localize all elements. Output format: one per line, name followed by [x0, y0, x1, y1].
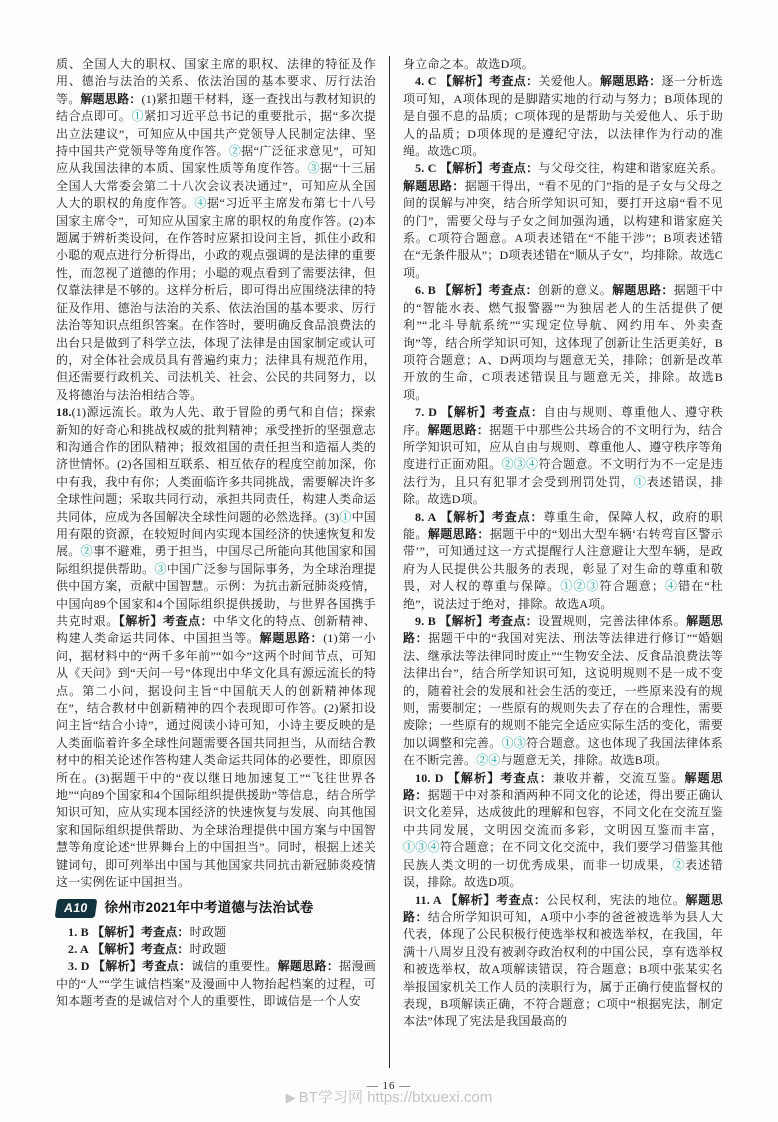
answer-number: 5. C [415, 161, 437, 176]
watermark-logo-icon: ▶ [285, 1090, 296, 1105]
left-column [56, 56, 376, 1011]
answer-item-6 [403, 282, 723, 404]
section-title: 徐州市2021年中考道德与法治试卷 [104, 900, 314, 916]
answer-number: 8. A [415, 509, 437, 524]
answer-topic: 创新的意义。 [538, 283, 613, 298]
answer-body: 据题干中那些公共场合的不文明行为，结合所学知识可知，应从自由与规则、尊重他人、遵守秩序等角度进行正面劝阻。②③④符合题意。不文明行为不一定是违法行为，且只有犯罪才会受到刑罚处罚，①表述错误，排除。故选D项。 [403, 422, 723, 507]
analysis-label: 【解析】考查点： [445, 892, 547, 907]
answer-body: 据题干中的“智能水表、燃气报警器”“为独居老人的生活提供了便利”“北斗导航系统”“实现定位导航、网约用车、外卖查询”等，结合所学知识可知，这体现了创新让生活更美好，B项符合题意；A、D两项均与题意无关，排除；创新是改革开放的生命，C项表述错误且与题意无关，排除。故选B项。 [403, 283, 723, 402]
answer-number: 7. D [415, 405, 438, 420]
answer-body: 据题干中的“我国对宪法、刑法等法律进行修订”“婚姻法、继承法等法律同时废止”“生物安全法、反食品浪费法等法律出台”，结合所学知识可知，这说明规则不是一成不变的，随着社会的发展和社会生活的变迁，一些原来没有的规则，需要制定；一些原有的规则失去了存在的合理性，需要废除；一些原有的规则不能完全适应实际生活的变化，需要加以调整和完善。①③符合题意。这也体现了我国法律体系在不断完善。②④与题意无关，排除。故选B项。 [403, 631, 723, 768]
answer-topic: 诚信的重要性。 [191, 959, 278, 974]
section-badge: A10 [55, 899, 97, 918]
analysis-label: 【解析】考查点： [439, 161, 539, 176]
answer-item-9 [403, 613, 723, 770]
answer-18 [56, 404, 376, 891]
answer-item-11 [403, 892, 723, 1031]
thought-label: 解题思路： [612, 283, 674, 298]
analysis-label: 【解析】考查点： [439, 74, 539, 89]
thought-label: 解题思路： [403, 770, 723, 803]
answer-body: 结合所学知识可知，A项中小李的爸爸被选举为县人大代表，体现了公民积极行使选举权和被选举权，在我国，年满十八周岁且没有被剥夺政治权利的中国公民，享有选举权和被选举权，故A项解读错误，符合题意；B项中张某实名举报国家机关工作人员的渎职行为，属于正确行使监督权的表现，B项解读正确，不符合题意；C项中“根据宪法，制定本法”体现了宪法是我国最高的 [403, 909, 723, 1029]
answer-item-4 [403, 73, 723, 160]
thought-label: 解题思路： [80, 91, 142, 106]
analysis-label: 【解析】考查点： [92, 924, 190, 939]
answer-18-body: (1)第一小问，据材料中的“两千多年前”“如今”这两个时间节点，可知从《天问》到“天问一号”体现出中华文化具有源远流长的特点。第二小问，据设问主旨“中国航天人的创新精神体现在”，结合教材中创新精神的四个表现即可作答。(2)紧扣设问主旨“结合小诗”，通过阅读小诗可知，小诗主要反映的是人类面临着许多全球性问题需要各国共同担当，从而结合教材中的相关论述作答构建人类命运共同体的必要性，即原因所在。(3)据题干中的“夜以继日地加速复工”“飞往世界各地”“向89个国家和4个国际组织提供援助”等信息，结合所学知识可知，应从实现本国经济的快速恢复与发展、向其他国家和国际组织提供帮助、为全球治理提供中国方案与中国智慧等角度论述“世界舞台上的中国担当”。同时，根据上述关键词句，即可列举出中国与其他国家共同抗击新冠肺炎疫情这一实例佐证中国担当。 [56, 631, 376, 890]
right-column [403, 56, 723, 1031]
answer-item-7 [403, 404, 723, 508]
answer-topic: 时政题 [189, 941, 227, 956]
answer-body: 逐一分析选项可知，A项体现的是脚踏实地的行动与努力；B项体现的是自强不息的品质；C项体现的是帮助与关爱他人、乐于助人的品质；D项体现的是遵纪守法，以法律作为行动的准绳。故选C项。 [403, 74, 723, 159]
analysis-label: 【解析】考查点： [440, 509, 544, 524]
answer-number: 6. B [415, 283, 436, 298]
thought-label: 解题思路： [403, 614, 724, 646]
answer-body: 据题干得出，“看不见的门”指的是子女与父母之间的误解与冲突，结合所学知识可知，要打开这扇“看不见的门”，需要父母与子女之间加强沟通，以构建和谐家庭关系。C项符合题意。A项表述错在“不能干涉”；B项表述错在“无条件服从”；D项表述错在“顺从子女”，均排除。故选C项。 [403, 178, 723, 280]
answer-item-10 [403, 770, 723, 892]
answer-17-body: (1)紧扣题干材料，逐一查找出与教材知识的结合点即可。①紧扣习近平总书记的重要批示，据“多次提出立法建议”，可知应从中国共产党领导人民制定法律、坚持中国共产党领导等角度作答。②据“广泛征求意见”，可知应从我国法律的本质、国家性质等角度作答。③据“十三届全国人大常委会第二十八次会议表决通过”，可知应从全国人大的职权的角度作答。④据“习近平主席发布第七十八号国家主席令”，可知应从国家主席的职权的角度作答。(2)本题属于辨析类设问，在作答时应紧扣设问主旨，抓住小政和小聪的观点进行分析得出，小政的观点强调的是法律的重要性，而忽视了道德的作用；小聪的观点看到了需要法律，但仅靠法律是不够的。这样分析后，即可得出应围绕法律的特征及作用、德治与法治的关系、依法治国的基本要求、厉行法治等知识点组织答案。在作答时，要明确反食品浪费法的出台只是做到了科学立法，体现了法律是由国家制定或认可的，对全体社会成员具有普遍约束力；法律具有规范作用，但还需要行政机关、司法机关、社会、公民的共同努力，以及将德治与法治相结合等。 [56, 91, 377, 402]
answer-number: 11. A [415, 892, 442, 907]
answer-topic: 与父母交往，构建和谐家庭关系。 [538, 161, 724, 176]
analysis-label: 【解析】考查点： [440, 405, 544, 420]
page-number: — 16 — [366, 1080, 412, 1092]
column-divider [389, 56, 390, 1068]
answer-topic: 关爱他人。 [538, 74, 600, 89]
analysis-label: 【解析】考查点： [118, 614, 214, 628]
answer-body: 据题干中对茶和酒两种不同文化的论述，得出要正确认识文化差异，达成彼此的理解和包容，不同文化在交流互鉴中共同发展，文明因交流而多彩，文明因互鉴而丰富，①③④符合题意；在不同文化交流中，我们要学习借鉴其他民族人类文明的一切优秀成果，而非一切成果，②表述错误，排除。故选D项。 [403, 788, 724, 890]
section-header [56, 899, 376, 918]
answer-topic: 时政题 [189, 924, 227, 939]
answer-topic: 设置规则，完善法律体系。 [538, 614, 687, 628]
answer-body: 据题干中的“划出大型车辆‘右转弯盲区警示带’”，可知通过这一方式提醒行人注意避让大型车辆，是政府为人民提供公共服务的表现，彰显了对生命的尊重和敬畏，对人权的尊重与保障。①②③符合题意；④错在“杜绝”，说法过于绝对，排除。故选A项。 [403, 526, 723, 611]
answer-17-continuation [56, 56, 376, 404]
answer-topic: 自由与规则、尊重他人、遵守秩序。 [403, 405, 724, 437]
thought-label: 解题思路： [403, 178, 465, 193]
answer-topic: 尊重生命，保障人权，政府的职能。 [403, 509, 723, 541]
analysis-label: 【解析】考查点： [447, 770, 553, 785]
thought-label: 解题思路： [599, 74, 662, 89]
answer-number: 9. B [415, 614, 436, 628]
answer-body: 身立命之本。故选D项。 [403, 57, 534, 71]
question-number: 18. [56, 405, 72, 420]
answer-number: 3. D [68, 959, 90, 974]
answer-topic: 公民权利，宪法的地位。 [546, 892, 686, 907]
answer-18-topic: 中华文化的特点、创新精神、构建人类命运共同体、中国担当等。 [56, 614, 376, 646]
thought-label: 解题思路： [403, 892, 723, 924]
analysis-label: 【解析】考查点： [439, 614, 539, 628]
thought-label: 解题思路： [277, 959, 340, 974]
answer-18-text: (1)源远流长。敢为人先、敢于冒险的勇气和自信；探索新知的好奇心和挑战权威的批判精神；承受挫折的坚强意志和沟通合作的团队精神；报效祖国的责任担当和造福人类的济世情怀。(2)各国相互联系、相互依存的程度空前加深，你中有我，我中有你；人类面临许多共同挑战，需要解决许多全球性问题；采取共同行动，承担共同责任，构建人类命运共同体，应成为各国解决全球性问题的必然选择。(3)①中国用有限的资源，在较短时间内实现本国经济的快速恢复和发展。②事不避难，勇于担当，中国尽己所能向其他国家和国际组织提供帮助。③中国广泛参与国际事务，为全球治理提供中国方案，贡献中国智慧。示例：为抗击新冠肺炎疫情，中国向89个国家和4个国际组织提供援助，与世界各国携手共克时艰。 [56, 405, 376, 628]
answer-topic: 兼收并蓄，交流互鉴。 [552, 770, 685, 785]
answer-item-5 [403, 160, 723, 282]
answer-3-continuation [403, 56, 723, 73]
answer-item-2 [56, 941, 376, 958]
answer-item-1 [56, 924, 376, 941]
analysis-label: 【解析】考查点： [92, 959, 192, 974]
analysis-label: 【解析】考查点： [92, 941, 190, 956]
answer-item-3 [56, 958, 376, 1010]
answer-number: 10. D [415, 770, 444, 785]
answer-item-8 [403, 509, 723, 613]
answer-body: 据漫画中的“人”“学生诚信档案”及漫画中人物抬起档案的过程，可知本题考查的是诚信对个人的重要性，即诚信是一个人安 [56, 959, 376, 1009]
thought-label: 解题思路： [259, 631, 324, 646]
answer-number: 1. B [68, 924, 89, 939]
watermark-text: BT学习网 https://btxuexi.com [298, 1089, 493, 1106]
analysis-label: 【解析】考查点： [439, 283, 539, 298]
answer-17-intro: 质、全国人大的职权、国家主席的职权、法律的特征及作用、德治与法治的关系、依法治国的基本要求、厉行法治等。 [56, 57, 376, 106]
thought-label: 解题思路： [427, 422, 490, 437]
answer-number: 2. A [68, 941, 89, 956]
thought-label: 解题思路： [427, 526, 490, 541]
answer-number: 4. C [415, 74, 437, 89]
